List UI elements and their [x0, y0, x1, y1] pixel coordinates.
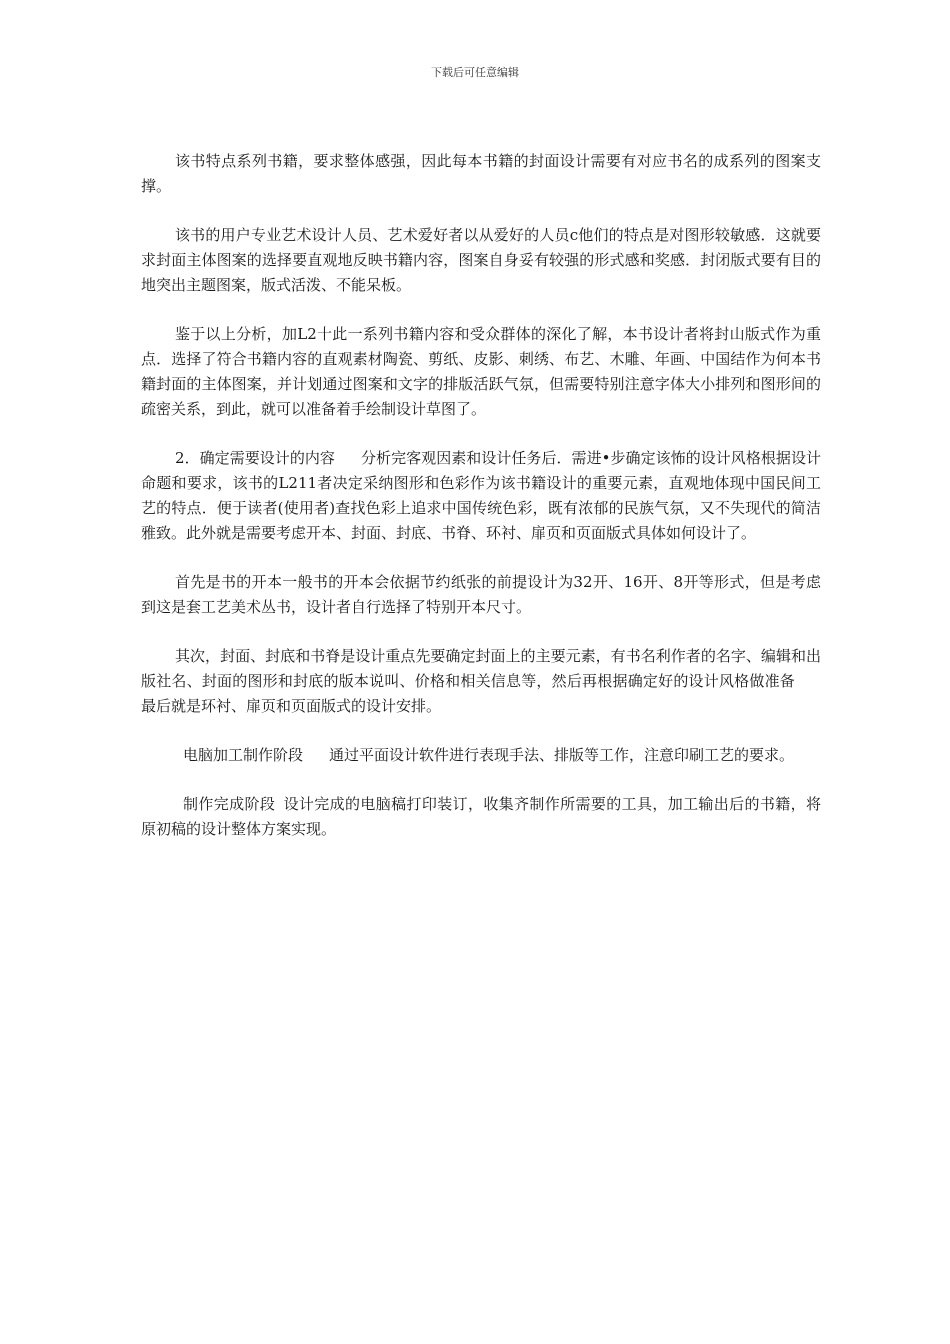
section-body: 分析完客观因素和设计任务后．需进•步确定该怖的设计风格根据设计命题和要求，该书的L211者决定采纳图形和色彩作为该书籍设计的重要元素，直观地体现中国民间工艺的特点．便于读者(使用者)查找色彩上追求中国传统色彩，既有浓郁的民族气氛，又不失现代的简洁雅致。此外就是需要考虑开本、封面、封底、书脊、环衬、扉页和页面版式具体如何设计了。: [141, 449, 821, 542]
cover-text-part1: 其次，封面、封底和书脊是设计重点先要确定封面上的主要元素，有书名利作者的名字、编辑和出版社名、封面的图形和封底的版本说叫、价格和相关信息等，然后再根据确定好的设计风格做准备: [141, 647, 821, 690]
stage-body: 通过平面设计软件进行表现手法、排版等工作，注意印刷工艺的要求。: [329, 746, 795, 764]
cover-text-part2: 最后就是环衬、扉页和页面版式的设计安排。: [141, 697, 442, 715]
stage-heading: 制作完成阶段: [183, 795, 276, 813]
paragraph-analysis: 鉴于以上分析，加L2十此一系列书籍内容和受众群体的深化了解，本书设计者将封山版式作为重点．选择了符合书籍内容的直观素材陶瓷、剪纸、皮影、刺绣、布艺、木雕、年画、中国结作为何本书籍封面的主体图案，并计划通过图案和文字的排版活跃气氛，但需要特别注意字体大小排列和图形间的疏密关系，到此，就可以准备着手绘制设计草图了。: [141, 325, 821, 418]
paragraph-target-users: 该书的用户专业艺术设计人员、艺术爱好者以从爱好的人员c他们的特点是对图形较敏感．这就要求封面主体图案的选择要直观地反映书籍内容，图案自身妥有较强的形式感和奖感．封闭版式要有目的地突出主题图案，版式活泼、不能呆板。: [141, 226, 821, 294]
paragraph-book-format: 首先是书的开本一般书的开本会依据节约纸张的前提设计为32开、16开、8开等形式，但是考虑到这是套工艺美术丛书，设计者自行选择了特别开本尺寸。: [141, 573, 821, 616]
document-body: [141, 149, 821, 866]
stage-heading: 电脑加工制作阶段: [183, 746, 304, 764]
paragraph-series-feature: 该书特点系列书籍，要求整体感强，因此每本书籍的封面设计需要有对应书名的成系列的图案支撑。: [141, 152, 821, 195]
paragraph-design-content: [141, 446, 821, 546]
section-heading: 2．确定需要设计的内容: [175, 449, 335, 467]
paragraph-finish-stage: [141, 792, 821, 842]
stage-body: 设计完成的电脑稿打印装订，收集齐制作所需要的工具，加工输出后的书籍，将原初稿的设计整体方案实现。: [141, 795, 821, 838]
page-header: 下载后可任意编辑: [431, 66, 519, 79]
paragraph-computer-stage: [141, 743, 821, 768]
paragraph-cover-elements: [141, 644, 821, 719]
